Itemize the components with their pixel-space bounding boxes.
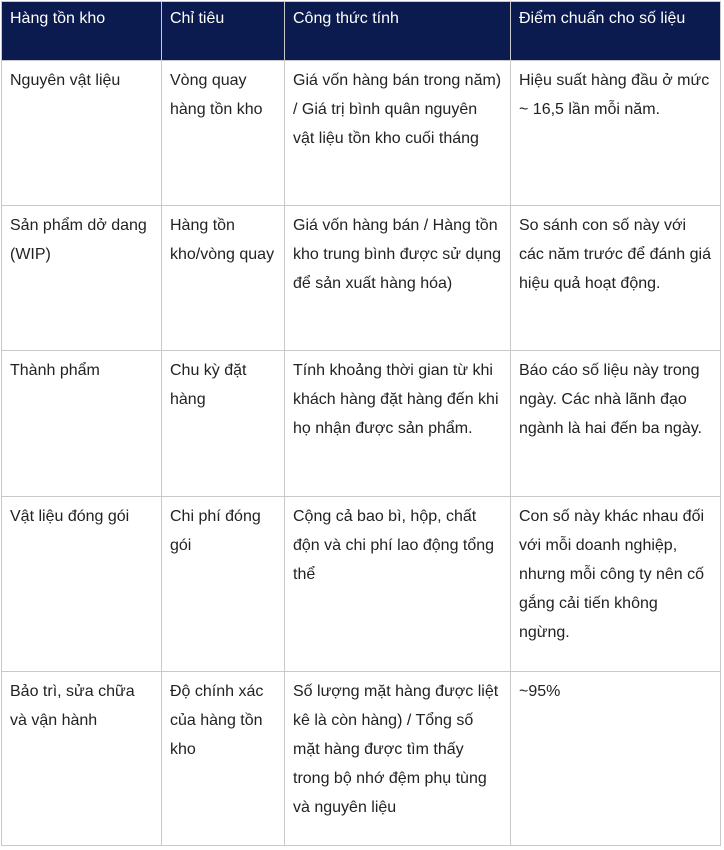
cell-metric: Hàng tồn kho/vòng quay bbox=[162, 206, 285, 351]
table-header bbox=[2, 2, 721, 61]
cell-inventory: Nguyên vật liệu bbox=[2, 61, 162, 206]
header-benchmark: Điểm chuẩn cho số liệu bbox=[511, 2, 721, 61]
cell-formula: Giá vốn hàng bán trong năm) / Giá trị bình quân nguyên vật liệu tồn kho cuối tháng bbox=[285, 61, 511, 206]
cell-formula: Tính khoảng thời gian từ khi khách hàng đặt hàng đến khi họ nhận được sản phẩm. bbox=[285, 351, 511, 497]
table-row bbox=[2, 351, 721, 497]
cell-formula: Cộng cả bao bì, hộp, chất độn và chi phí lao động tổng thể bbox=[285, 497, 511, 672]
cell-metric: Vòng quay hàng tồn kho bbox=[162, 61, 285, 206]
cell-metric: Chi phí đóng gói bbox=[162, 497, 285, 672]
cell-benchmark: Con số này khác nhau đối với mỗi doanh nghiệp, nhưng mỗi công ty nên cố gắng cải tiến không ngừng. bbox=[511, 497, 721, 672]
cell-metric: Chu kỳ đặt hàng bbox=[162, 351, 285, 497]
table-row bbox=[2, 497, 721, 672]
cell-inventory: Thành phẩm bbox=[2, 351, 162, 497]
cell-metric: Độ chính xác của hàng tồn kho bbox=[162, 672, 285, 846]
table-row bbox=[2, 206, 721, 351]
header-inventory: Hàng tồn kho bbox=[2, 2, 162, 61]
cell-formula: Số lượng mặt hàng được liệt kê là còn hàng) / Tổng số mặt hàng được tìm thấy trong bộ nhớ đệm phụ tùng và nguyên liệu bbox=[285, 672, 511, 846]
cell-inventory: Sản phẩm dở dang (WIP) bbox=[2, 206, 162, 351]
header-metric: Chỉ tiêu bbox=[162, 2, 285, 61]
cell-benchmark: ~95% bbox=[511, 672, 721, 846]
inventory-kpi-table bbox=[1, 1, 721, 846]
cell-inventory: Bảo trì, sửa chữa và vận hành bbox=[2, 672, 162, 846]
table-row bbox=[2, 672, 721, 846]
cell-benchmark: Báo cáo số liệu này trong ngày. Các nhà lãnh đạo ngành là hai đến ba ngày. bbox=[511, 351, 721, 497]
table-row bbox=[2, 61, 721, 206]
header-row bbox=[2, 2, 721, 61]
cell-inventory: Vật liệu đóng gói bbox=[2, 497, 162, 672]
header-formula: Công thức tính bbox=[285, 2, 511, 61]
cell-benchmark: So sánh con số này với các năm trước để đánh giá hiệu quả hoạt động. bbox=[511, 206, 721, 351]
cell-benchmark: Hiệu suất hàng đầu ở mức ~ 16,5 lần mỗi năm. bbox=[511, 61, 721, 206]
table-body bbox=[2, 61, 721, 846]
cell-formula: Giá vốn hàng bán / Hàng tồn kho trung bình được sử dụng để sản xuất hàng hóa) bbox=[285, 206, 511, 351]
